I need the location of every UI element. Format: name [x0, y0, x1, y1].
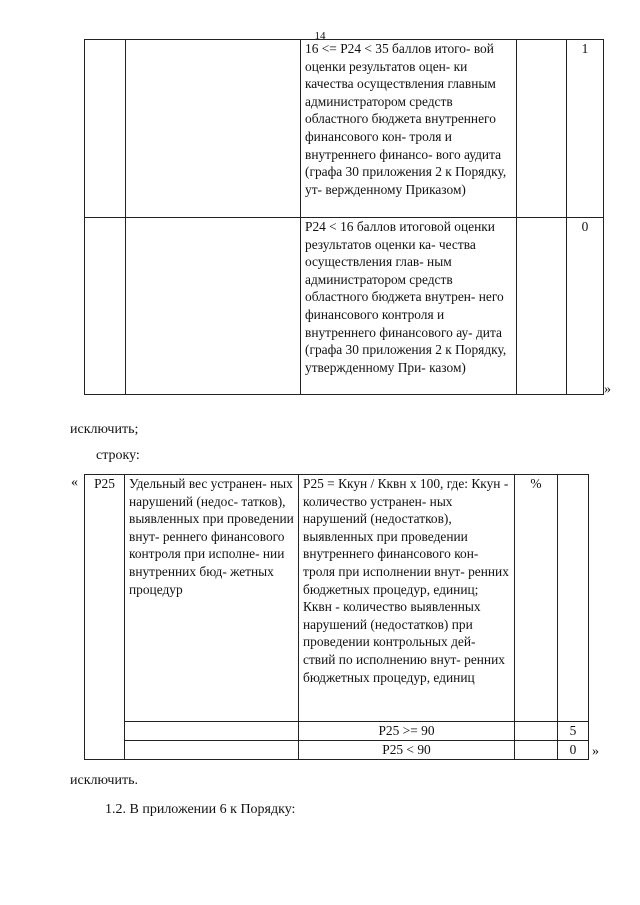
indicator-unit: %: [515, 475, 558, 722]
closing-quote: »: [604, 382, 611, 397]
indicator-name: Удельный вес устранен- ных нарушений (недос- татков), выявленных при проведении внут- реннего финансового контроля при исполне- нии внутренних бюд- жетных процедур: [125, 475, 299, 722]
indicator-formula: Р25 = Ккун / Кквн х 100, где: Ккун - количество устранен- ных нарушений (недостатков), выявленных при проведении внутреннего финансового кон- троля при исполнении внут- ренних бюджетных процедур, единиц; Кквн - количество выявленных нарушений (недостатков) при проведении контрольных дей- ствий по исполнению внут- ренних бюджетных процедур, единиц: [299, 475, 515, 722]
score-condition: Р25 < 90: [299, 740, 515, 759]
table-row: [85, 40, 604, 218]
table-row: [85, 722, 589, 741]
criterion-condition: 16 <= Р24 < 35 баллов итого- вой оценки результатов оцен- ки качества осуществления главным администратором средств областного бюджета внутреннего финансового кон- троля и внутреннего финансо- вого аудита (графа 30 приложения 2 к Порядку, ут- вержденному Приказом): [301, 40, 517, 218]
section-heading: 1.2. В приложении 6 к Порядку:: [105, 802, 296, 817]
row-label: строку:: [96, 448, 140, 463]
table-continuation: [84, 39, 604, 395]
table-row: [85, 218, 604, 395]
opening-quote: «: [71, 475, 78, 490]
criterion-points: 0: [567, 218, 604, 395]
exclude-text: исключить;: [70, 422, 139, 437]
page-number: 14: [314, 30, 326, 42]
criterion-points: 1: [567, 40, 604, 218]
table-row: [85, 475, 589, 722]
criterion-condition: Р24 < 16 баллов итоговой оценки результатов оценки ка- чества осуществления глав- ным администратором средств областного бюджета внутрен- него финансового контроля и внутреннего финансового ау- дита (графа 30 приложения 2 к Порядку, утвержденному При- казом): [301, 218, 517, 395]
table-row-to-exclude: [84, 474, 589, 760]
exclude-text: исключить.: [70, 773, 138, 788]
score-condition: Р25 >= 90: [299, 722, 515, 741]
closing-quote: »: [592, 744, 599, 759]
score-points: 5: [558, 722, 589, 741]
table-row: [85, 740, 589, 759]
score-points: 0: [558, 740, 589, 759]
indicator-code: Р25: [85, 475, 125, 760]
